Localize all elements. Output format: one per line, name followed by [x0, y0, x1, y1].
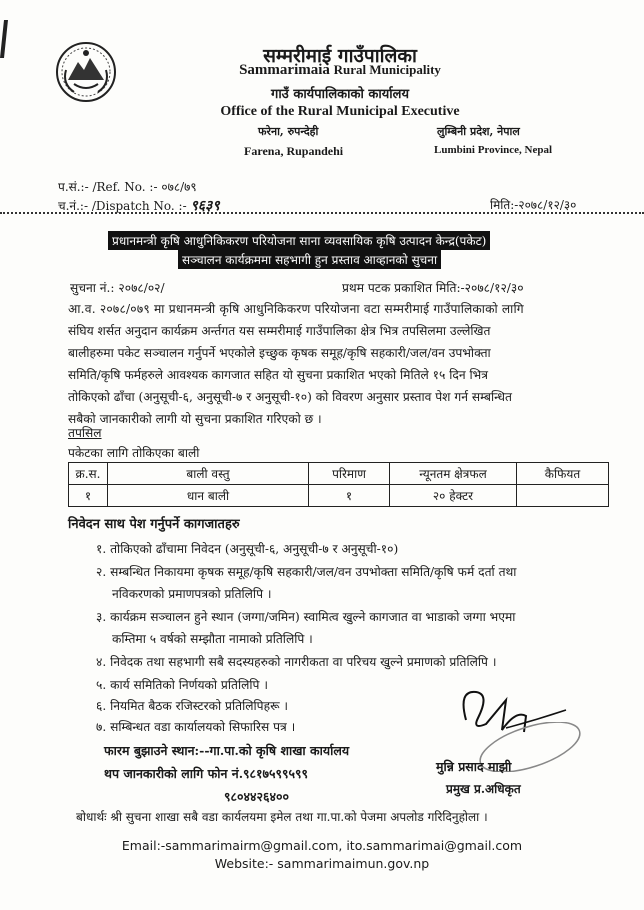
document-item-continued: कम्तिमा ५ वर्षको सम्झौता नामाको प्रतिलिपि । [112, 632, 313, 646]
notice-body-line: समिति/कृषि फर्महरुले आवश्यक कागजात सहित यो सुचना प्रकाशित भएको मितिले १५ दिन भित्र [68, 368, 488, 382]
office-name-np: गाउँ कार्यपालिकाको कार्यालय [271, 87, 409, 102]
notice-body-line: आ.व. २०७८/०७९ मा प्रधानमन्त्री कृषि आधुनिकिकरण परियोजना वटा सम्मरीमाई गाउँपालिकाको लागि [68, 302, 524, 316]
notice-title-line-2: सञ्चालन कार्यक्रममा सहभागी हुन प्रस्ताव आव्हानको सुचना [178, 250, 441, 269]
ref-label: प.सं.:- /Ref. No. :- [58, 180, 158, 194]
office-name-en: Office of the Rural Municipal Executive [220, 104, 460, 119]
notice-body-line: संघिय शर्सत अनुदान कार्यक्रम अर्न्तगत यस सम्मरीमाई गाउँपालिका क्षेत्र भित्र तपसिलमा उल्लेखित [68, 324, 491, 338]
reference-number [58, 178, 197, 195]
notice-body-line: तोकिएको ढाँचा (अनुसूची-६, अनुसूची-७ र अनुसूची-१०) को विवरण अनुसार प्रस्ताव पेश गर्न सम्बन्धित [68, 390, 512, 404]
schedule-heading: तपसिल [68, 426, 102, 440]
document-item: ६. नियमित बैठक रजिस्टरको प्रतिलिपिहरू । [96, 699, 289, 713]
page-corner-mark [0, 20, 8, 58]
dispatch-label: च.नं.:- /Dispatch No. :- [58, 199, 187, 213]
address-right-en: Lumbini Province, Nepal [434, 144, 553, 156]
document-item: २. सम्बन्धित निकायमा कृषक समूह/कृषि सहकारी/जल/वन उपभोक्ता समिति/कृषि फर्म दर्ता तथा [96, 565, 517, 579]
nepal-emblem-icon [54, 40, 118, 104]
notice-body-line: सबैको जानकारीको लागी यो सुचना प्रकाशित गरिएको छ । [68, 412, 322, 426]
table-cell: धान बाली [108, 485, 309, 507]
table-cell: १ [69, 485, 108, 507]
municipality-name-en-main: Sammarimaia [239, 62, 330, 78]
table-row [69, 485, 609, 507]
signatory-name: मुन्नि प्रसाद माझी [436, 759, 512, 774]
table-header: न्यूनतम क्षेत्रफल [390, 463, 517, 485]
crops-table [68, 462, 609, 507]
header-divider [0, 212, 644, 214]
form-submission-place: फारम बुझाउने स्थान:--गा.पा.को कृषि शाखा कार्यालय [104, 743, 350, 758]
cc-note: बोधार्थः श्री सुचना शाखा सबै वडा कार्यलयमा इमेल तथा गा.पा.को पेजमा अपलोड गरिदिनुहोला । [76, 810, 488, 824]
table-header-row [69, 463, 609, 485]
crops-table-caption: पकेटका लागि तोकिएका बाली [68, 446, 200, 460]
footer-website: Website:- sammarimaimun.gov.np [214, 856, 430, 871]
table-cell [517, 485, 609, 507]
address-right-np: लुम्बिनी प्रदेश, नेपाल [437, 125, 520, 138]
notice-body-line: बालीहरुमा पकेट सञ्चालन गर्नुपर्ने भएकोले इच्छुक कृषक समूह/कृषि सहकारी/जल/वन उपभोक्ता [68, 346, 491, 360]
document-item: ७. सम्बिन्धत वडा कार्यालयको सिफारिस पत्र । [96, 720, 296, 734]
municipality-name-np: सम्मरीमाई गाउँपालिका [263, 45, 417, 67]
documents-heading: निवेदन साथ पेश गर्नुपर्ने कागजातहरु [68, 517, 240, 532]
contact-phone: थप जानकारीको लागि फोन नं.९८१७५९९५९९ [104, 766, 309, 781]
ref-value: ०७८/७९ [161, 180, 197, 194]
table-cell: २० हेक्टर [390, 485, 517, 507]
document-item-continued: नविकरणको प्रमाणपत्रको प्रतिलिपि । [112, 587, 272, 601]
table-header: परिमाण [309, 463, 390, 485]
document-item: ४. निवेदक तथा सहभागी सबै सदस्यहरुको नागरीकता वा परिचय खुल्ने प्रमाणको प्रतिलिपि । [96, 655, 497, 669]
address-left-np: फरेना, रुपन्देही [258, 125, 319, 138]
municipality-name-en-suffix: Rural Municipality [333, 62, 441, 77]
issue-date: मिति:-२०७८/१२/३० [490, 198, 577, 212]
address-left-en: Farena, Rupandehi [244, 144, 344, 158]
table-header: बाली वस्तु [108, 463, 309, 485]
footer-email: Email:-sammarimairm@gmail.com, ito.sammarimai@gmail.com [121, 838, 523, 853]
municipality-name-en [150, 62, 530, 79]
notice-number: सुचना नं.: २०७८/०२/ [70, 281, 165, 295]
table-header: कैफियत [517, 463, 609, 485]
notice-title-line-1: प्रधानमन्त्री कृषि आधुनिकिकरण परियोजना साना व्यवसायिक कृषि उत्पादन केन्द्र(पकेट) [108, 231, 490, 250]
document-item: १. तोकिएको ढाँचामा निवेदन (अनुसूची-६, अनुसूची-७ र अनुसूची-१०) [96, 542, 399, 556]
document-item: ३. कार्यक्रम सञ्चालन हुने स्थान (जग्गा/जमिन) स्वामित्व खुल्ने कागजात वा भाडाको जग्गा भएमा [96, 610, 516, 624]
table-header: क्र.स. [69, 463, 108, 485]
first-published-date: प्रथम पटक प्रकाशित मिति:-२०७८/१२/३० [342, 281, 524, 295]
dispatch-value: ९६३९ [190, 198, 220, 214]
contact-phone-2: ९८०४४२६४०० [224, 789, 290, 804]
table-cell: १ [309, 485, 390, 507]
signatory-title: प्रमुख प्र.अधिकृत [446, 782, 521, 796]
document-item: ५. कार्य समितिको निर्णयको प्रतिलिपि । [96, 678, 268, 692]
